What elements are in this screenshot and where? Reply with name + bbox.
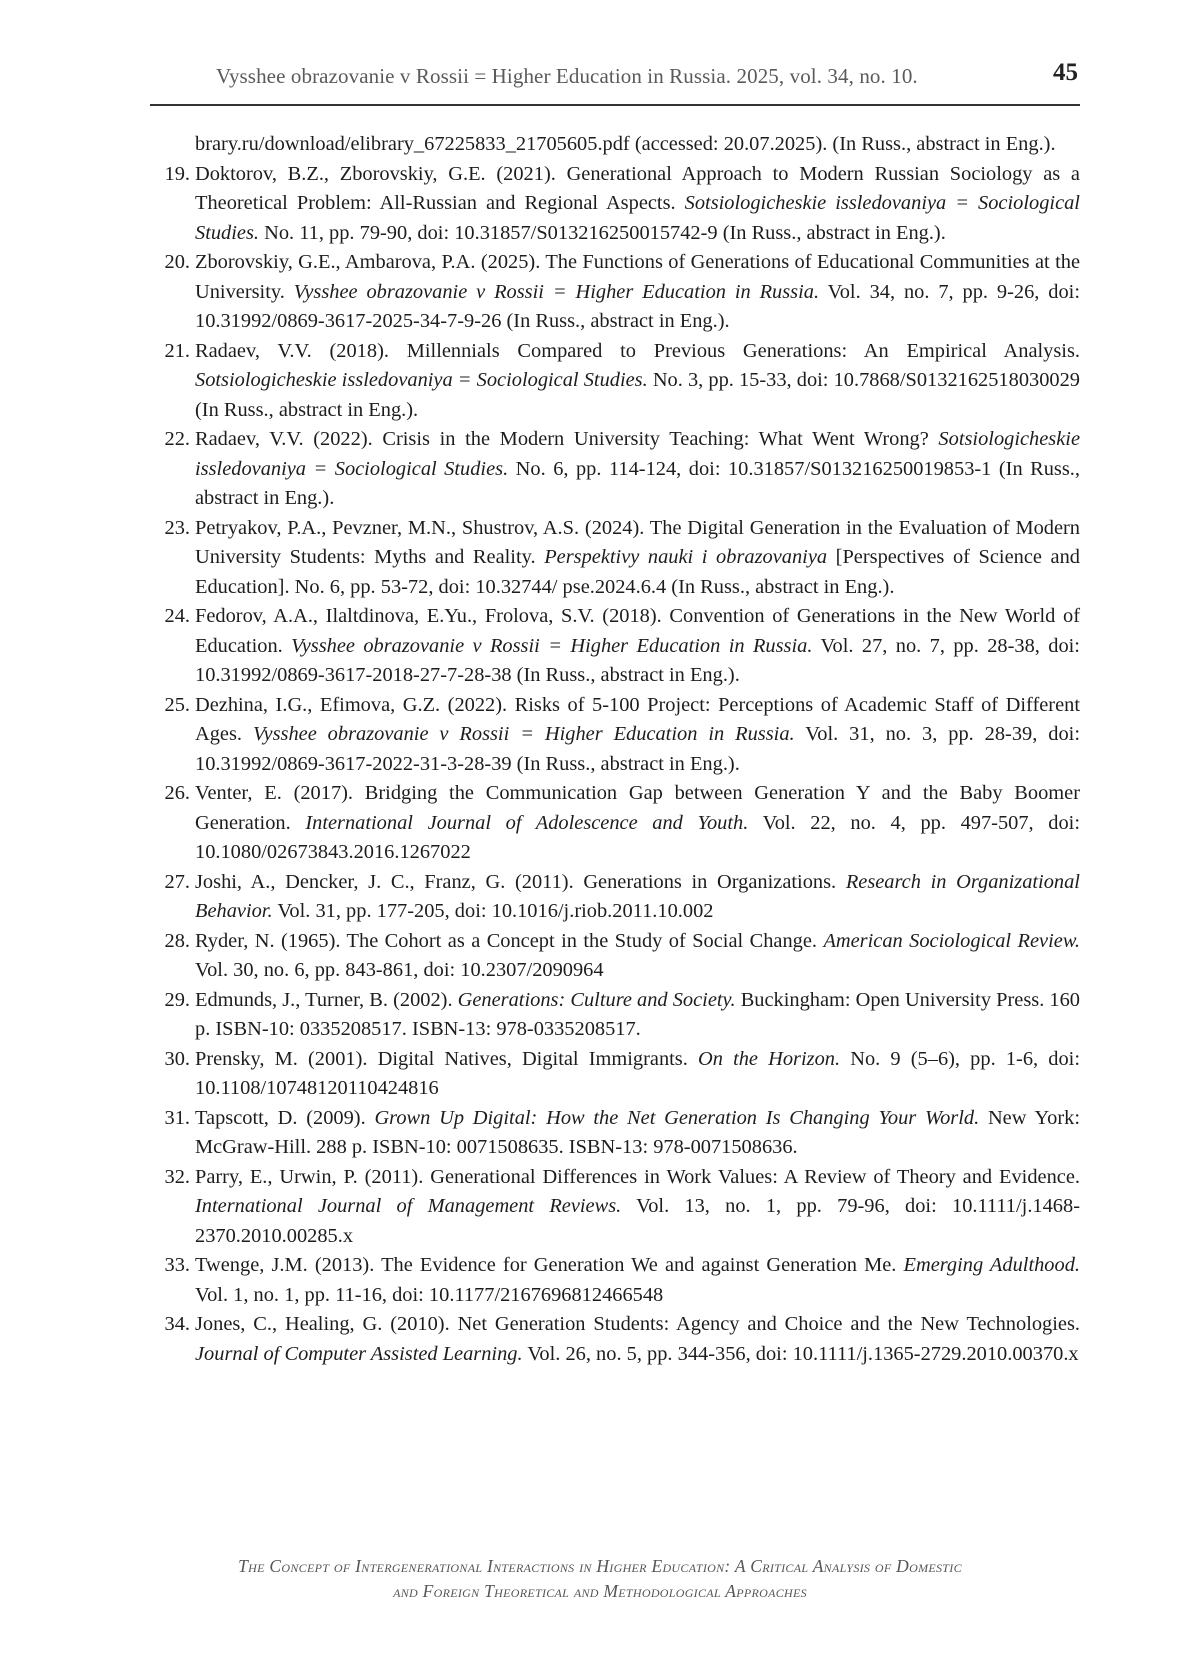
reference-source: Sotsiologicheskie issledovaniya = Sociological Studies.: [195, 369, 648, 391]
reference-details: No. 6, pp. 114-124, doi: 10.31857/S013216250019853-1 (In Russ., abstract in Eng.).: [195, 457, 1080, 509]
reference-text: Radaev, V.V. (2018). Millennials Compared to Previous Generations: An Empirical Analysis.: [195, 339, 1080, 362]
reference-30: [150, 1045, 1080, 1104]
running-header: [150, 60, 1080, 106]
reference-number: 25.: [164, 693, 190, 716]
reference-number: 23.: [164, 516, 190, 539]
reference-25: [150, 691, 1080, 780]
reference-text: Doktorov, B.Z., Zborovskiy, G.E. (2021). Generational Approach to Modern Russian Sociology as a Theoretical Problem: All-Russian and Regional Aspects.: [195, 162, 1080, 214]
reference-source: Vysshee obrazovanie v Rossii = Higher Education in Russia.: [252, 723, 795, 745]
reference-details: No. 9 (5–6), pp. 1-6, doi: 10.1108/10748120110424816: [195, 1047, 1080, 1099]
reference-28: [150, 927, 1080, 986]
reference-source: Grown Up Digital: How the Net Generation Is Changing Your World.: [374, 1106, 980, 1129]
reference-number: 29.: [164, 988, 190, 1011]
reference-number: 32.: [164, 1165, 190, 1188]
footer-line-2: and Foreign Theoretical and Methodological Approaches: [393, 1581, 807, 1601]
reference-list: [150, 130, 1080, 1369]
reference-text: Jones, C., Healing, G. (2010). Net Generation Students: Agency and Choice and the New Technologies.: [195, 1313, 1080, 1335]
reference-text: Fedorov, A.A., Ilaltdinova, E.Yu., Frolova, S.V. (2018). Convention of Generations in the New World of Education.: [195, 605, 1080, 657]
reference-text: Edmunds, J., Turner, B. (2002).: [195, 988, 458, 1011]
reference-details: Vol. 34, no. 7, pp. 9-26, doi: 10.31992/0869-3617-2025-34-7-9-26 (In Russ., abstract in Eng.).: [195, 280, 1080, 332]
reference-number: 21.: [164, 339, 190, 362]
reference-details: No. 3, pp. 15-33, doi: 10.7868/S0132162518030029 (In Russ., abstract in Eng.).: [195, 369, 1080, 421]
reference-source: International Journal of Adolescence and Youth.: [305, 811, 749, 834]
reference-text: Dezhina, I.G., Efimova, G.Z. (2022). Risks of 5-100 Project: Perceptions of Academic Staff of Different Ages.: [195, 693, 1080, 745]
reference-32: [150, 1163, 1080, 1252]
reference-text: Ryder, N. (1965). The Cohort as a Concept in the Study of Social Change.: [195, 929, 824, 952]
reference-source: Vysshee obrazovanie v Rossii = Higher Education in Russia.: [293, 280, 820, 303]
reference-22: [150, 425, 1080, 514]
running-footer: [0, 1554, 1200, 1604]
reference-text: Radaev, V.V. (2022). Crisis in the Modern University Teaching: What Went Wrong?: [195, 428, 939, 450]
reference-21: [150, 337, 1080, 426]
reference-number: 19.: [164, 162, 190, 185]
reference-text: Venter, E. (2017). Bridging the Communication Gap between Generation Y and the Baby Boomer Generation.: [195, 782, 1080, 834]
reference-details: Vol. 13, no. 1, pp. 79-96, doi: 10.1111/j.1468-2370.2010.00285.x: [195, 1195, 1080, 1247]
reference-number: 27.: [164, 870, 190, 893]
reference-details: Vol. 22, no. 4, pp. 497-507, doi: 10.1080/02673843.2016.1267022: [195, 811, 1080, 863]
reference-23: [150, 514, 1080, 603]
reference-number: 34.: [164, 1313, 190, 1335]
reference-details: Buckingham: Open University Press. 160 p. ISBN-10: 0335208517. ISBN-13: 978-0335208517.: [195, 988, 1080, 1040]
reference-text: Parry, E., Urwin, P. (2011). Generational Differences in Work Values: A Review of Theory and Evidence.: [195, 1165, 1080, 1188]
reference-number: 22.: [164, 428, 190, 450]
reference-text: Petryakov, P.A., Pevzner, M.N., Shustrov, A.S. (2024). The Digital Generation in the Evaluation of Modern University Students: Myths and Reality.: [195, 516, 1080, 568]
reference-number: 30.: [164, 1047, 190, 1070]
reference-source: Perspektivy nauki i obrazovaniya: [544, 546, 828, 568]
reference-details: Vol. 26, no. 5, pp. 344-356, doi: 10.1111/j.1365-2729.2010.00370.x: [522, 1342, 1079, 1365]
reference-29: [150, 986, 1080, 1045]
reference-number: 33.: [164, 1254, 190, 1276]
reference-text: Joshi, A., Dencker, J. C., Franz, G. (2011). Generations in Organizations.: [195, 870, 846, 893]
reference-details: New York: McGraw-Hill. 288 p. ISBN-10: 0071508635. ISBN-13: 978-0071508636.: [195, 1106, 1080, 1158]
reference-text: Tapscott, D. (2009).: [195, 1106, 375, 1129]
reference-source: American Sociological Review.: [823, 929, 1081, 952]
reference-source: International Journal of Management Reviews.: [195, 1195, 622, 1217]
reference-details: Vol. 27, no. 7, pp. 28-38, doi: 10.31992/0869-3617-2018-27-7-28-38 (In Russ., abstract in Eng.).: [195, 634, 1080, 686]
reference-text: Zborovskiy, G.E., Ambarova, P.A. (2025). The Functions of Generations of Educational Communities at the University.: [195, 251, 1080, 303]
reference-details: Vol. 1, no. 1, pp. 11-16, doi: 10.1177/2167696812466548: [195, 1283, 664, 1306]
reference-source: Emerging Adulthood.: [903, 1254, 1080, 1276]
reference-source: Generations: Culture and Society.: [457, 988, 736, 1011]
reference-source: Research in Organizational Behavior.: [195, 870, 1080, 922]
reference-number: 20.: [164, 251, 190, 273]
page-number: 45: [1053, 59, 1078, 86]
footer-line-1: The Concept of Intergenerational Interactions in Higher Education: A Critical Analysis of Domestic: [238, 1556, 962, 1576]
journal-title: Vysshee obrazovanie v Rossii = Higher Education in Russia. 2025, vol. 34, no. 10.: [216, 64, 918, 88]
reference-number: 24.: [164, 605, 190, 627]
reference-text: Prensky, M. (2001). Digital Natives, Digital Immigrants.: [195, 1047, 698, 1070]
reference-20: [150, 248, 1080, 337]
reference-19: [150, 160, 1080, 249]
reference-source: On the Horizon.: [698, 1047, 841, 1070]
reference-continuation: [150, 130, 1080, 160]
reference-details: Vol. 30, no. 6, pp. 843-861, doi: 10.2307/2090964: [195, 959, 604, 981]
reference-source: Sotsiologicheskie issledovaniya = Sociological Studies.: [195, 192, 1080, 244]
reference-number: 31.: [164, 1106, 190, 1129]
reference-27: [150, 868, 1080, 927]
reference-source: Vysshee obrazovanie v Rossii = Higher Education in Russia.: [291, 634, 813, 657]
reference-24: [150, 602, 1080, 691]
reference-26: [150, 779, 1080, 868]
reference-details: [Perspectives of Science and Education]. No. 6, pp. 53-72, doi: 10.32744/ pse.2024.6.4 (In Russ., abstract in Eng.).: [195, 546, 1080, 598]
reference-number: 28.: [164, 929, 190, 952]
reference-text: Twenge, J.M. (2013). The Evidence for Generation We and against Generation Me.: [195, 1254, 904, 1276]
reference-34: [150, 1310, 1080, 1369]
reference-33: [150, 1251, 1080, 1310]
reference-number: 26.: [164, 782, 190, 804]
reference-continuation-text: brary.ru/download/elibrary_67225833_21705605.pdf (accessed: 20.07.2025). (In Russ., abstract in Eng.).: [195, 133, 1056, 155]
reference-source: Journal of Computer Assisted Learning.: [195, 1342, 523, 1365]
reference-31: [150, 1104, 1080, 1163]
reference-details: Vol. 31, no. 3, pp. 28-39, doi: 10.31992/0869-3617-2022-31-3-28-39 (In Russ., abstract in Eng.).: [195, 723, 1080, 775]
reference-details: Vol. 31, pp. 177-205, doi: 10.1016/j.riob.2011.10.002: [272, 900, 714, 922]
reference-source: Sotsiologicheskie issledovaniya = Sociological Studies.: [195, 428, 1080, 480]
reference-details: No. 11, pp. 79-90, doi: 10.31857/S013216250015742-9 (In Russ., abstract in Eng.).: [259, 221, 946, 244]
